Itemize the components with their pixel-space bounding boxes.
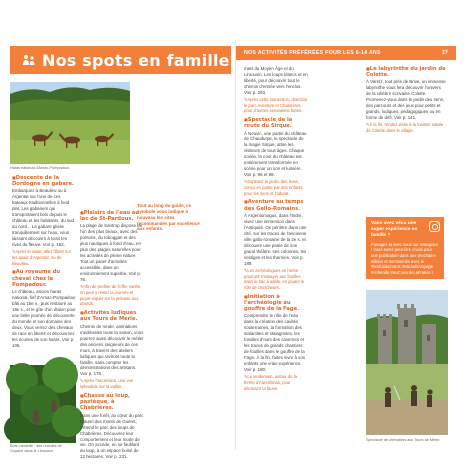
tours-de-merle-knights-image: [366, 290, 448, 435]
instagram-icon: [429, 221, 440, 232]
left-text-column-1: [12, 175, 76, 352]
horses-photo: [10, 82, 130, 164]
section-heading: ■ Le labyrinthe du jardin de Colette.: [366, 66, 446, 78]
section-gouffre-fage: [244, 294, 308, 392]
section-body: Chemin de ronde, animations médiévales toute la saison, vous pourrez aussi découvrir le métier des anciens seigneurs de ces murs, à travers des ateliers ludiques qui raviront toute la famille, sans compter les démonstrations des artisans. Voir p. 178.: [80, 323, 144, 377]
section-body: La plage de Santrop dispose de l'un des plus beaux, avec des pontons, du toboggan et des jeux nautiques à fond d'eau, en plus des plages naturelles pour les activités de pleine nature. Tout un panel d'activités accessible, dans un environnement superbe. Voir p. 76.: [80, 223, 143, 283]
right-page: [236, 40, 456, 450]
section-heading: ■ Plaisirs de l'eau au lac de St-Pardoux.: [80, 210, 144, 222]
section-body: Le château, ancien haras national, fief d'Arnac-Pompadour bâti au 15e s., puis restauré au 18e s., et le gîte d'un étalon pour une belle journée de découverte du monde et son domaine des deux. Vous verrez des chevaux de race en liberté et découvrirez les écuries de son haras. Voir p. 106.: [12, 289, 76, 348]
page-number: 27: [441, 50, 448, 56]
monkeys-in-forest-image: [10, 365, 76, 443]
section-tip: ✎ Explorez le jardin des Sens, conçu en partie par des enfants pour les sens et l'odorat.: [244, 179, 308, 196]
castle-photo: [366, 290, 448, 435]
monkeys-photo: [10, 365, 76, 443]
horses-photo-caption: Haras national d'Arnac-Pompadour.: [10, 166, 71, 170]
section-st-pardoux: [80, 210, 144, 307]
monkeys-photo-caption: Bois Lamiette : des nucules de Guyane dans le Limousin.: [10, 444, 62, 453]
section-tip: ✎ À la fin, rendez visite à la maison natale de Colette dans le village.: [366, 122, 446, 133]
left-page: [10, 40, 231, 460]
section-body: Comprendre le rôle de l'eau dans la création des cavités souterraines, la formation des stalactites et stalagmites, les fossiles d'ours des cavernes et les traces de grands chantiers de fouilles dans le gouffre de la Fage. À la fin, faites vivre à vos enfants une vraie expérience. Voir p. 180.: [244, 313, 306, 373]
castle-photo-caption: Spectacle de chevaliers aux Tours de Merle.: [366, 438, 441, 442]
section-heading: ■ Activités ludiques aux Tours de Merle.: [80, 310, 144, 322]
section-body: À Neuvic, une partie du château de Chaudurpe, le spectacle de la magie Sirque, attire les visiteurs de tous âges. Chaque soirée, la cour du château est entièrement transformée en scène pour un son et lumière. Voir p. 96 et 98.: [244, 130, 307, 178]
section-heading: ■ Chasse au loup, pastèque, à Chabrières.: [80, 393, 144, 412]
section-body: Dans une forêt, au cœur du parc naturel des monts de Guéret, s'étend le parc des loups de Chabrières. Découvrez leur comportement et leur mode de vie. On accède, en se faufilant au loup, à un espace boisé de 12 hectares. Voir p. 231.: [80, 412, 144, 460]
right-header-bar: [236, 46, 456, 60]
right-text-column-2: [366, 66, 446, 137]
running-title: NOS ACTIVITÉS PRÉFÉRÉES POUR LES 6-14 ANS: [244, 50, 381, 56]
section-tours-de-merle: [80, 310, 144, 390]
section-tip: ✎ Après l'ascension, une vue splendide sur la vallée.: [80, 378, 144, 389]
kids-symbol-tip: Tout au long du guide, ce symbole vous indique à nouveau les sites recommandés par excellence aux enfants.: [137, 203, 200, 232]
insta-box-text: Partagez-la avec nous sur Instagram ! Vous serez peut-être choisi pour une publication dans une prochaine édition et mentionnés avec le #lesGuidesVerts #MichelinVoyage #enfamille #auCoeurdeLaFrance !: [371, 241, 438, 275]
section-body: À Argentomagus, dans l'Indre, vivez une immersion dans l'Antiquité. On pénètre dans une cité, sur les traces de l'ancienne ville gallo-romaine de la 2e s. et découvre une partie de son grand théâtre, ses colonnes, les vestiges et les thermes. Voir p. 189.: [244, 212, 307, 266]
section-colette: [366, 66, 446, 134]
family-icon: [22, 54, 36, 66]
section-heading: ■ Aventure au temps des Gallo-Romains.: [244, 199, 308, 211]
section-title: Nos spots en famille: [42, 50, 230, 70]
section-chabrieres: [80, 393, 144, 461]
section-tip: ✎ Les archéologues en herbe pourront s'essayer aux fouilles dans le bac à sable, en jouant le rôle de chercheurs.: [244, 268, 308, 291]
section-tip: ✎ Le lendemain, autour de la ferme d'Aurenlimas, pour découvrir la faune.: [244, 374, 308, 391]
section-wolves-cont: [244, 66, 308, 114]
left-header-bar: [10, 46, 231, 74]
section-tip: ✎ Après le visite, allez flâner sur les quais d'Argentat, ou de Beaulieu.: [12, 249, 76, 266]
section-tip: ✎ Après cette immersion, direction le parc Aventure et Chabrières, pour d'autres sensations fortes.: [244, 97, 308, 114]
section-body: Embarquez à Beaulieu ou à Argentat sur l'une de ces bateaux traditionnelles à fond plat. Les gabariers qui transportaient bois depuis le château et les habitants, du sud au nord... La gabare glisse tranquillement sur l'eau, vous laissant découvrir à loisir les rives du fleuve. Voir p. 152.: [12, 188, 75, 248]
left-text-column-2: [80, 210, 144, 463]
instagram-share-box: [366, 217, 444, 279]
section-heading: ■ Spectacle de la route du Sirque.: [244, 117, 308, 129]
horses-in-pasture-image: [10, 82, 130, 164]
section-heading: ■ Au royaume du cheval chez la Pompadour.: [12, 269, 76, 288]
section-tip: ✎ Afin de profiter de l'offre variée, on peut y rester la journée et pique-niquer sur la pelouse aux abords.: [80, 284, 144, 307]
section-heading: ■ Initiation à l'archéologie au gouffre de la Fage.: [244, 294, 308, 313]
section-gabare: [12, 175, 76, 266]
section-heading: ■ Descente de la Dordogne en gabare.: [12, 175, 76, 187]
insta-box-title: Vous avez vécu une super expérience en famille ?: [371, 221, 418, 238]
section-pompadour: [12, 269, 76, 349]
section-gallo-romains: [244, 199, 308, 290]
section-sirque: [244, 117, 308, 196]
right-text-column-1: [244, 66, 308, 394]
section-body: À Varetz, tout près de Brive, un immense labyrinthe vous fera découvrir l'univers de la célèbre écrivaine Colette. Promenez-vous dans le jardin des sens, des parcours et des jeux pour petits et grands, ludiques, pédagogiques ou en forme de défi. Voir p. 141.: [366, 79, 446, 121]
section-body: mais du Moyen Âge et du Limousin. Les loups blancs et en liberté, pour découvrir tout le chemin d'entrée vers l'enclos. Voir p. 293.: [244, 66, 308, 95]
